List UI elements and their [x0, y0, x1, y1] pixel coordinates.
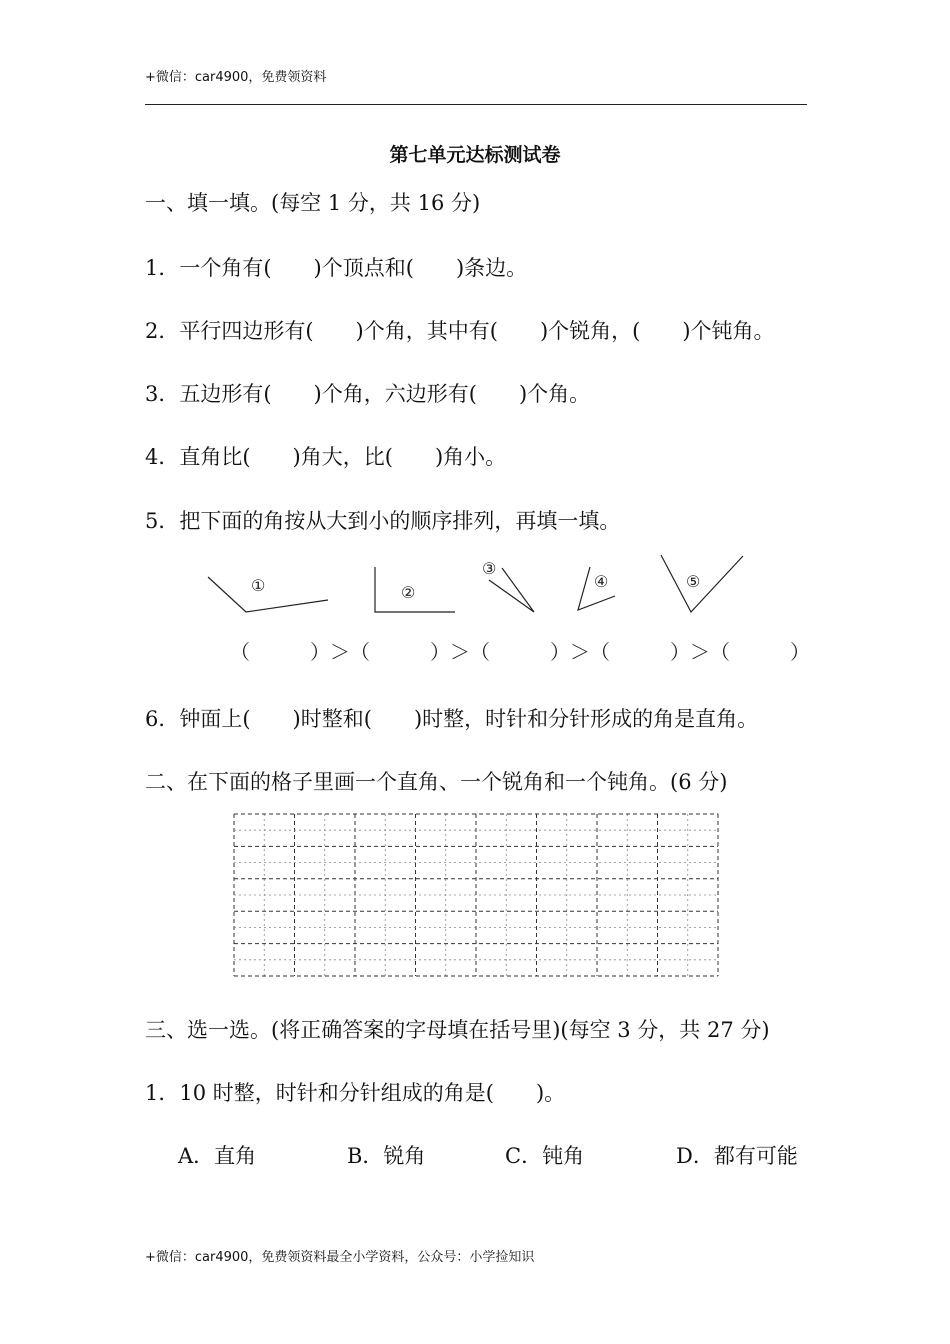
footer-note: +微信：car4900，免费领资料最全小学资料，公众号：小学捡知识 — [145, 1250, 535, 1265]
section-3-heading: 三、选一选。(将正确答案的字母填在括号里)(每空 3 分，共 27 分) — [145, 1018, 770, 1042]
angle-5-label: ⑤ — [686, 572, 701, 591]
question-1-3: 3．五边形有( )个角，六边形有( )个角。 — [145, 382, 591, 406]
question-1-5: 5．把下面的角按从大到小的顺序排列，再填一填。 — [145, 509, 621, 533]
option-d: D．都有可能 — [676, 1144, 798, 1168]
angle-3-label: ③ — [482, 559, 497, 578]
section-1-heading: 一、填一填。(每空 1 分，共 16 分) — [145, 191, 481, 215]
header-note: +微信：car4900，免费领资料 — [145, 70, 327, 85]
question-1-2: 2．平行四边形有( )个角，其中有( )个锐角，( )个钝角。 — [145, 319, 775, 343]
option-c: C．钝角 — [505, 1144, 585, 1168]
angle-1-figure — [208, 577, 328, 612]
angle-5-figure — [661, 555, 743, 612]
question-3-1: 1．10 时整，时针和分针组成的角是( )。 — [145, 1081, 566, 1105]
option-b: B．锐角 — [347, 1144, 426, 1168]
option-a: A．直角 — [178, 1144, 257, 1168]
section-2-heading: 二、在下面的格子里画一个直角、一个锐角和一个钝角。(6 分) — [145, 770, 728, 794]
drawing-grid[interactable] — [233, 813, 719, 977]
angle-1-label: ① — [251, 576, 266, 595]
order-answer-row: （ ）＞（ ）＞（ ）＞（ ）＞（ ） — [230, 640, 810, 664]
angle-2-label: ② — [401, 583, 416, 602]
page-title: 第七单元达标测试卷 — [389, 144, 561, 166]
question-1-4: 4．直角比( )角大，比( )角小。 — [145, 445, 507, 469]
question-1-6: 6．钟面上( )时整和( )时整，时针和分针形成的角是直角。 — [145, 707, 759, 731]
angle-4-label: ④ — [594, 572, 609, 591]
question-1-1: 1．一个角有( )个顶点和( )条边。 — [145, 256, 528, 280]
